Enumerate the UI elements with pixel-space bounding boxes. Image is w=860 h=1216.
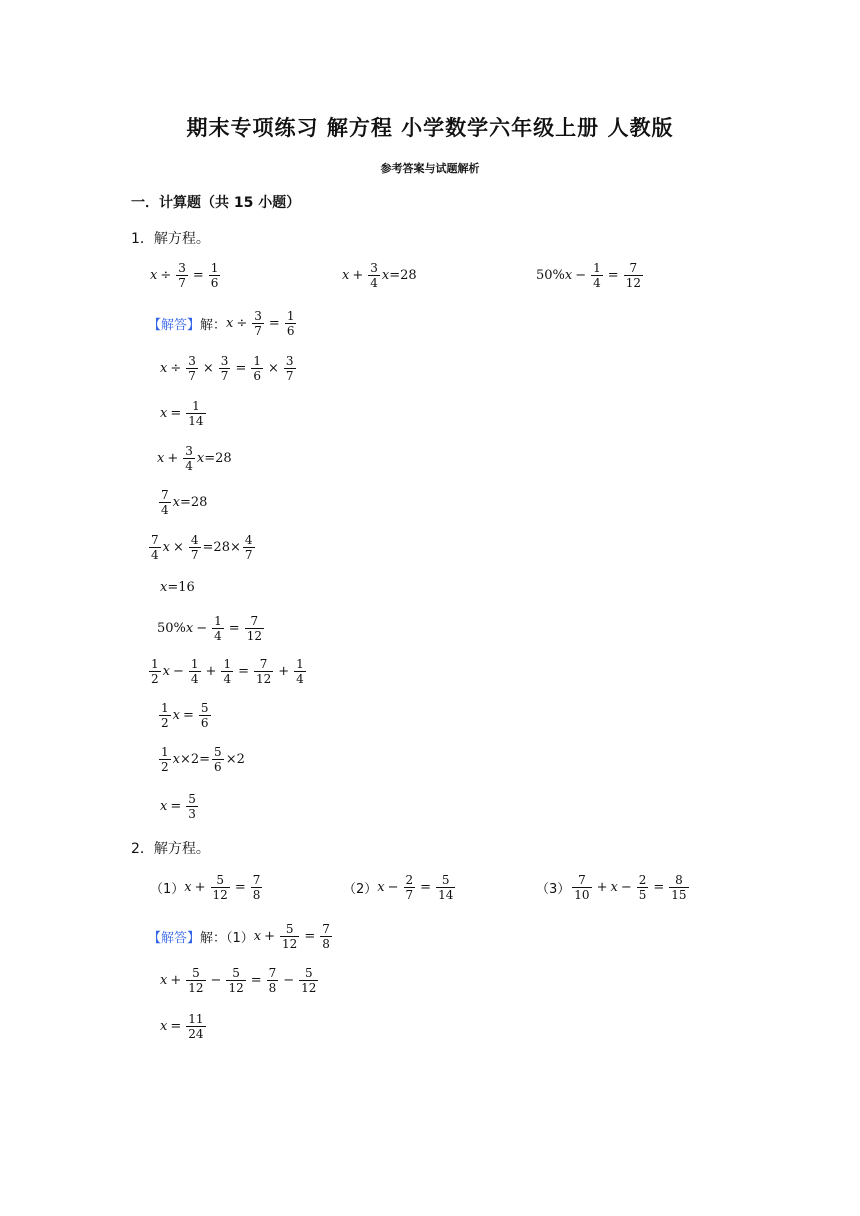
- denominator: 12: [255, 672, 272, 686]
- var: x: [160, 1019, 168, 1034]
- numerator: 7: [268, 966, 277, 980]
- denominator: 12: [212, 888, 228, 902]
- q1-solution-step-5: [157, 488, 207, 517]
- numerator: 1: [223, 657, 232, 671]
- denominator: 2: [161, 760, 169, 774]
- operator: ×: [267, 361, 279, 376]
- fraction: [294, 657, 306, 686]
- numerator: 4: [244, 533, 253, 547]
- operator: +: [194, 880, 206, 895]
- fraction: [189, 533, 201, 562]
- fraction: [254, 657, 273, 686]
- numerator: 4: [190, 533, 199, 547]
- operator: −: [620, 880, 632, 895]
- numerator: 5: [304, 966, 313, 980]
- fraction: [149, 657, 161, 686]
- var: x: [342, 268, 350, 283]
- operator: −: [575, 268, 587, 283]
- fraction: [285, 309, 297, 338]
- operator: +: [596, 880, 608, 895]
- denominator: 2: [161, 716, 169, 730]
- q1-solution-step-12: [160, 792, 200, 821]
- denominator: 7: [285, 369, 294, 383]
- q1-problem-2: [342, 261, 417, 290]
- percent: 50%: [157, 621, 186, 636]
- operator: =: [170, 1019, 182, 1034]
- operator: −: [387, 880, 399, 895]
- fraction: [221, 657, 233, 686]
- denominator: 4: [296, 672, 304, 686]
- operator: −: [283, 973, 295, 988]
- fraction: [243, 533, 255, 562]
- denominator: 4: [370, 276, 378, 290]
- numerator: 3: [185, 444, 193, 458]
- numerator: 5: [232, 966, 240, 980]
- numerator: 8: [675, 873, 683, 887]
- q1-solution-step-2: [160, 354, 298, 383]
- operator: =: [420, 880, 432, 895]
- numerator: 1: [161, 745, 169, 759]
- var: x: [172, 495, 180, 510]
- var: x: [564, 268, 573, 283]
- operator: ÷: [160, 268, 172, 283]
- operator: =: [653, 880, 665, 895]
- fraction: [320, 922, 332, 951]
- fraction: [183, 444, 195, 473]
- operator: +: [352, 268, 364, 283]
- numerator: 1: [161, 701, 169, 715]
- equation-rhs: =28: [389, 268, 417, 283]
- denominator: 12: [228, 981, 244, 995]
- numerator: 7: [252, 873, 261, 887]
- equation-rhs: =28: [204, 451, 232, 466]
- operator: =: [304, 929, 316, 944]
- fraction: [591, 261, 603, 290]
- fraction: [199, 701, 211, 730]
- operator: =: [238, 664, 249, 679]
- denominator: 6: [214, 760, 222, 774]
- denominator: 6: [286, 324, 295, 338]
- fraction: [637, 873, 649, 902]
- numerator: 3: [254, 309, 262, 323]
- numerator: 3: [188, 354, 196, 368]
- denominator: 12: [625, 276, 641, 290]
- fraction: [211, 873, 230, 902]
- denominator: 12: [246, 629, 262, 643]
- equation-rhs: =28×: [202, 540, 241, 555]
- operator: −: [210, 973, 222, 988]
- q1-solution-step-6: [147, 533, 257, 562]
- numerator: 5: [214, 745, 222, 759]
- operator: −: [196, 621, 208, 636]
- q1-solution-step-3: [160, 399, 208, 428]
- fraction: [572, 873, 591, 902]
- q2-problem-3: [536, 873, 691, 902]
- fraction: [245, 614, 264, 643]
- equation-rhs: =16: [167, 580, 195, 595]
- fraction: [219, 354, 231, 383]
- numerator: 7: [161, 488, 169, 502]
- denominator: 6: [210, 276, 219, 290]
- denominator: 8: [322, 937, 330, 951]
- problem-label: （3）: [536, 882, 571, 897]
- fraction: [251, 873, 263, 902]
- q1-solution-step-11: [157, 745, 245, 774]
- answer-tag: 【解答】: [148, 318, 201, 333]
- fraction: [209, 261, 221, 290]
- fraction: [212, 614, 224, 643]
- solution-label: 解：: [200, 318, 227, 333]
- var: x: [160, 580, 168, 595]
- percent: 50%: [536, 268, 565, 283]
- numerator: 3: [220, 354, 229, 368]
- numerator: 1: [593, 261, 601, 275]
- q2-solution-step-1: [148, 922, 334, 951]
- denominator: 4: [190, 672, 199, 686]
- var: x: [610, 880, 618, 895]
- var: x: [253, 929, 262, 944]
- denominator: 6: [200, 716, 209, 730]
- numerator: 1: [192, 399, 200, 413]
- document-subtitle: 参考答案与试题解析: [380, 162, 480, 175]
- var: x: [162, 664, 170, 679]
- numerator: 5: [441, 873, 450, 887]
- operator: =: [192, 268, 204, 283]
- denominator: 7: [178, 276, 186, 290]
- fraction: [284, 354, 296, 383]
- numerator: 3: [178, 261, 186, 275]
- numerator: 1: [210, 261, 219, 275]
- operator: +: [205, 664, 217, 679]
- fraction: [368, 261, 380, 290]
- var: x: [160, 406, 168, 421]
- numerator: 1: [286, 309, 295, 323]
- fraction: [624, 261, 643, 290]
- fraction: [186, 1012, 205, 1041]
- var: x: [184, 880, 192, 895]
- fraction: [267, 966, 279, 995]
- operator: ÷: [170, 361, 182, 376]
- section-heading: 一．计算题（共 15 小题）: [131, 195, 301, 211]
- operator: +: [264, 929, 276, 944]
- denominator: 15: [671, 888, 687, 902]
- denominator: 7: [188, 369, 196, 383]
- denominator: 8: [268, 981, 277, 995]
- operator: ×: [202, 361, 214, 376]
- operator: −: [172, 664, 184, 679]
- fraction: [159, 745, 171, 774]
- numerator: 5: [200, 701, 209, 715]
- fraction: [299, 966, 318, 995]
- numerator: 7: [151, 533, 159, 547]
- question-2-stem: 2．解方程。: [131, 841, 210, 857]
- fraction: [436, 873, 455, 902]
- numerator: 1: [296, 657, 304, 671]
- var: x: [157, 451, 165, 466]
- numerator: 2: [405, 873, 414, 887]
- q1-problem-3: [536, 261, 645, 290]
- denominator: 4: [185, 459, 193, 473]
- fraction: [176, 261, 188, 290]
- equation-middle: ×2=: [179, 752, 211, 767]
- numerator: 7: [259, 657, 268, 671]
- problem-label: （2）: [343, 882, 378, 897]
- denominator: 12: [301, 981, 317, 995]
- var: x: [377, 880, 385, 895]
- var: x: [226, 316, 234, 331]
- denominator: 7: [220, 369, 229, 383]
- q1-solution-step-1: [148, 309, 298, 338]
- fraction: [186, 399, 205, 428]
- numerator: 1: [214, 614, 222, 628]
- fraction: [159, 488, 171, 517]
- denominator: 14: [188, 414, 204, 428]
- var: x: [172, 708, 180, 723]
- solution-label: 解：（1）: [200, 931, 254, 946]
- numerator: 3: [285, 354, 294, 368]
- operator: ÷: [236, 316, 248, 331]
- equation-rhs: ×2: [225, 752, 245, 767]
- operator: =: [234, 880, 246, 895]
- numerator: 2: [638, 873, 647, 887]
- denominator: 12: [188, 981, 204, 995]
- q1-problem-1: [150, 261, 222, 290]
- denominator: 2: [151, 672, 159, 686]
- q2-solution-step-3: [160, 1012, 208, 1041]
- fraction: [189, 657, 201, 686]
- numerator: 1: [190, 657, 199, 671]
- operator: +: [167, 451, 179, 466]
- denominator: 4: [593, 276, 601, 290]
- operator: +: [170, 973, 182, 988]
- numerator: 7: [629, 261, 638, 275]
- numerator: 3: [370, 261, 378, 275]
- question-1-stem: 1．解方程。: [131, 231, 210, 247]
- denominator: 7: [254, 324, 262, 338]
- numerator: 11: [188, 1012, 204, 1026]
- q1-solution-step-4: [157, 444, 232, 473]
- equation-rhs: =28: [179, 495, 208, 510]
- numerator: 7: [250, 614, 259, 628]
- denominator: 10: [574, 888, 590, 902]
- numerator: 1: [151, 657, 159, 671]
- operator: =: [607, 268, 619, 283]
- denominator: 5: [638, 888, 647, 902]
- var: x: [185, 621, 194, 636]
- var: x: [150, 268, 158, 283]
- var: x: [162, 540, 170, 555]
- fraction: [669, 873, 688, 902]
- denominator: 4: [214, 629, 222, 643]
- operator: =: [235, 361, 247, 376]
- fraction: [149, 533, 161, 562]
- numerator: 7: [578, 873, 586, 887]
- denominator: 7: [190, 548, 199, 562]
- q1-solution-step-8: [157, 614, 266, 643]
- numerator: 5: [188, 792, 196, 806]
- denominator: 4: [223, 672, 232, 686]
- operator: ×: [172, 540, 184, 555]
- numerator: 5: [216, 873, 224, 887]
- document-title: 期末专项练习 解方程 小学数学六年级上册 人教版: [186, 116, 674, 140]
- numerator: 5: [285, 922, 294, 936]
- answer-tag: 【解答】: [148, 931, 201, 946]
- fraction: [159, 701, 171, 730]
- denominator: 7: [405, 888, 414, 902]
- var: x: [160, 799, 168, 814]
- fraction: [186, 792, 198, 821]
- operator: =: [268, 316, 280, 331]
- denominator: 6: [253, 369, 261, 383]
- operator: =: [170, 799, 182, 814]
- operator: =: [250, 973, 262, 988]
- denominator: 7: [244, 548, 253, 562]
- operator: =: [182, 708, 194, 723]
- var: x: [381, 268, 390, 283]
- fraction: [186, 354, 198, 383]
- var: x: [160, 973, 168, 988]
- fraction: [186, 966, 205, 995]
- denominator: 4: [151, 548, 159, 562]
- denominator: 4: [161, 503, 169, 517]
- denominator: 24: [188, 1027, 204, 1041]
- denominator: 8: [252, 888, 261, 902]
- fraction: [212, 745, 224, 774]
- operator: =: [228, 621, 240, 636]
- fraction: [404, 873, 416, 902]
- q2-solution-step-2: [160, 966, 320, 995]
- operator: +: [278, 664, 290, 679]
- numerator: 1: [253, 354, 261, 368]
- q2-problem-1: [150, 873, 264, 902]
- var: x: [172, 752, 180, 767]
- problem-label: （1）: [150, 882, 185, 897]
- numerator: 5: [192, 966, 200, 980]
- fraction: [251, 354, 263, 383]
- q1-solution-step-9: [147, 657, 308, 686]
- denominator: 12: [282, 937, 298, 951]
- q1-solution-step-10: [157, 701, 213, 730]
- var: x: [196, 451, 205, 466]
- denominator: 14: [438, 888, 454, 902]
- fraction: [280, 922, 299, 951]
- operator: =: [170, 406, 182, 421]
- denominator: 3: [188, 807, 196, 821]
- var: x: [160, 361, 168, 376]
- fraction: [226, 966, 245, 995]
- q2-problem-2: [343, 873, 457, 902]
- fraction: [252, 309, 264, 338]
- numerator: 7: [322, 922, 330, 936]
- q1-solution-step-7: [160, 580, 195, 595]
